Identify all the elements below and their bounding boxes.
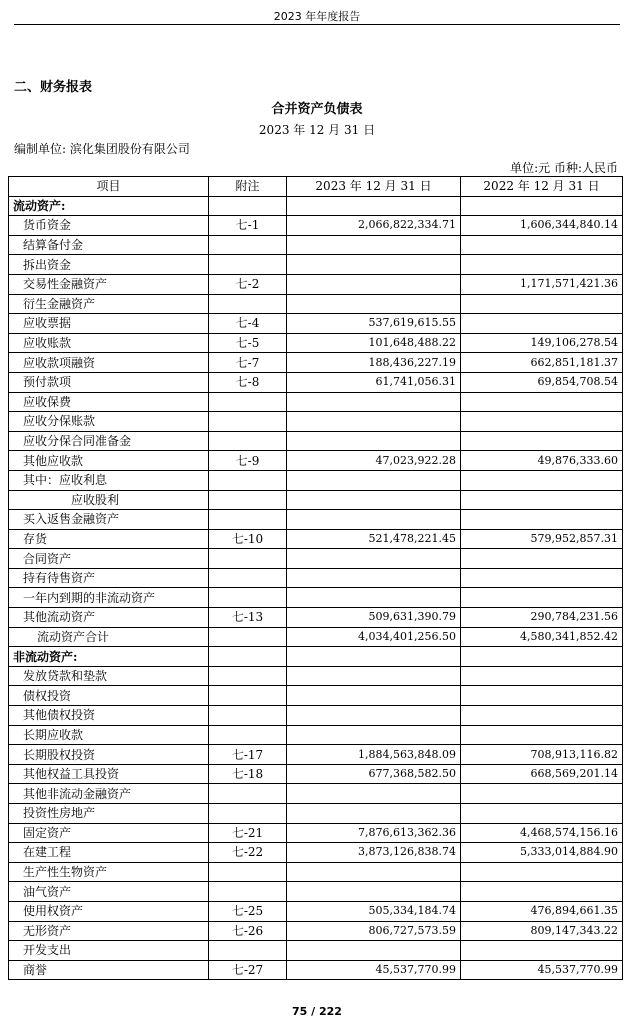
row-value-2023 <box>287 725 461 745</box>
row-note: 七-26 <box>209 921 287 941</box>
row-value-2023 <box>287 196 461 216</box>
section-title: 二、财务报表 <box>14 80 93 95</box>
table-row <box>9 823 623 843</box>
table-row <box>9 274 623 294</box>
table-row <box>9 745 623 765</box>
row-note <box>209 941 287 961</box>
row-value-2023 <box>287 294 461 314</box>
row-value-2023: 45,537,770.99 <box>287 960 461 980</box>
row-label: 商誉 <box>9 960 209 980</box>
row-value-2023 <box>287 392 461 412</box>
row-value-2023 <box>287 647 461 667</box>
row-label: 交易性金融资产 <box>9 274 209 294</box>
table-row <box>9 804 623 824</box>
row-value-2023 <box>287 686 461 706</box>
row-label: 其他债权投资 <box>9 706 209 726</box>
row-value-2023: 188,436,227.19 <box>287 353 461 373</box>
row-value-2023 <box>287 431 461 451</box>
table-row <box>9 568 623 588</box>
row-note: 七-22 <box>209 843 287 863</box>
row-value-2022 <box>461 549 623 569</box>
row-note <box>209 725 287 745</box>
row-value-2023: 505,334,184.74 <box>287 901 461 921</box>
row-label: 应收款项融资 <box>9 353 209 373</box>
row-value-2023 <box>287 549 461 569</box>
row-label: 使用权资产 <box>9 901 209 921</box>
row-value-2023: 521,478,221.45 <box>287 529 461 549</box>
row-label: 投资性房地产 <box>9 804 209 824</box>
row-label: 应收票据 <box>9 314 209 334</box>
row-label: 发放贷款和垫款 <box>9 666 209 686</box>
row-note <box>209 627 287 647</box>
row-label: 其他非流动金融资产 <box>9 784 209 804</box>
row-note <box>209 862 287 882</box>
table-header-row <box>9 177 623 197</box>
row-label: 持有待售资产 <box>9 568 209 588</box>
row-value-2022 <box>461 862 623 882</box>
table-row <box>9 431 623 451</box>
row-value-2023 <box>287 784 461 804</box>
row-label: 无形资产 <box>9 921 209 941</box>
row-note <box>209 568 287 588</box>
row-note <box>209 647 287 667</box>
row-label: 应收保费 <box>9 392 209 412</box>
row-value-2022 <box>461 510 623 530</box>
table-row <box>9 725 623 745</box>
row-label: 流动资产: <box>9 196 209 216</box>
row-note: 七-5 <box>209 333 287 353</box>
row-value-2022 <box>461 882 623 902</box>
row-note <box>209 255 287 275</box>
table-row <box>9 353 623 373</box>
reporting-entity: 编制单位: 滨化集团股份有限公司 <box>14 142 190 156</box>
row-note <box>209 470 287 490</box>
row-value-2023 <box>287 706 461 726</box>
row-value-2023 <box>287 235 461 255</box>
row-value-2023 <box>287 510 461 530</box>
table-row <box>9 314 623 334</box>
row-value-2023: 537,619,615.55 <box>287 314 461 334</box>
row-note: 七-25 <box>209 901 287 921</box>
row-note <box>209 706 287 726</box>
row-value-2022: 579,952,857.31 <box>461 529 623 549</box>
row-label: 其中：应收利息 <box>9 470 209 490</box>
table-row <box>9 216 623 236</box>
row-value-2023: 509,631,390.79 <box>287 608 461 628</box>
row-value-2023: 806,727,573.59 <box>287 921 461 941</box>
row-note: 七-18 <box>209 764 287 784</box>
row-note: 七-17 <box>209 745 287 765</box>
row-note <box>209 686 287 706</box>
row-label: 拆出资金 <box>9 255 209 275</box>
row-label: 衍生金融资产 <box>9 294 209 314</box>
row-value-2022 <box>461 235 623 255</box>
row-value-2023 <box>287 666 461 686</box>
row-label: 买入返售金融资产 <box>9 510 209 530</box>
report-header: 2023 年年度报告 <box>273 10 361 23</box>
table-row <box>9 510 623 530</box>
row-label: 固定资产 <box>9 823 209 843</box>
table-row <box>9 843 623 863</box>
row-note: 七-4 <box>209 314 287 334</box>
table-row <box>9 451 623 471</box>
table-row <box>9 862 623 882</box>
row-value-2023 <box>287 862 461 882</box>
row-note: 七-9 <box>209 451 287 471</box>
table-row <box>9 196 623 216</box>
row-value-2022: 4,468,574,156.16 <box>461 823 623 843</box>
row-value-2022: 290,784,231.56 <box>461 608 623 628</box>
table-row <box>9 706 623 726</box>
row-value-2023: 61,741,056.31 <box>287 372 461 392</box>
row-value-2022 <box>461 666 623 686</box>
currency-unit: 单位:元 币种:人民币 <box>510 161 618 175</box>
row-note <box>209 549 287 569</box>
table-row <box>9 255 623 275</box>
row-value-2022 <box>461 314 623 334</box>
row-label: 其他权益工具投资 <box>9 764 209 784</box>
table-row <box>9 294 623 314</box>
row-label: 货币资金 <box>9 216 209 236</box>
statement-date: 2023 年 12 月 31 日 <box>258 123 376 137</box>
table-row <box>9 608 623 628</box>
table-row <box>9 921 623 941</box>
row-value-2022 <box>461 392 623 412</box>
row-value-2022 <box>461 294 623 314</box>
row-value-2023 <box>287 941 461 961</box>
table-row <box>9 941 623 961</box>
row-value-2023 <box>287 568 461 588</box>
row-value-2022: 5,333,014,884.90 <box>461 843 623 863</box>
table-row <box>9 764 623 784</box>
table-row <box>9 784 623 804</box>
row-label: 流动资产合计 <box>9 627 209 647</box>
row-value-2022 <box>461 725 623 745</box>
header-2022: 2022 年 12 月 31 日 <box>461 177 623 197</box>
row-label: 应收分保合同准备金 <box>9 431 209 451</box>
table-row <box>9 372 623 392</box>
row-note <box>209 235 287 255</box>
row-value-2022: 4,580,341,852.42 <box>461 627 623 647</box>
row-note <box>209 510 287 530</box>
row-note <box>209 588 287 608</box>
row-label: 应收股利 <box>9 490 209 510</box>
row-note <box>209 666 287 686</box>
row-label: 在建工程 <box>9 843 209 863</box>
row-value-2022 <box>461 804 623 824</box>
row-note <box>209 490 287 510</box>
row-label: 预付款项 <box>9 372 209 392</box>
table-row <box>9 666 623 686</box>
header-item: 项目 <box>9 177 209 197</box>
row-label: 结算备付金 <box>9 235 209 255</box>
row-note <box>209 294 287 314</box>
row-note: 七-21 <box>209 823 287 843</box>
row-value-2023 <box>287 274 461 294</box>
row-value-2022: 149,106,278.54 <box>461 333 623 353</box>
table-row <box>9 235 623 255</box>
row-label: 其他应收款 <box>9 451 209 471</box>
table-row <box>9 529 623 549</box>
row-note: 七-2 <box>209 274 287 294</box>
row-value-2022: 662,851,181.37 <box>461 353 623 373</box>
row-label: 应收分保账款 <box>9 412 209 432</box>
table-row <box>9 882 623 902</box>
header-note: 附注 <box>209 177 287 197</box>
row-value-2022 <box>461 647 623 667</box>
row-note: 七-7 <box>209 353 287 373</box>
row-label: 存货 <box>9 529 209 549</box>
table-row <box>9 960 623 980</box>
row-value-2023 <box>287 412 461 432</box>
row-value-2022 <box>461 784 623 804</box>
table-row <box>9 647 623 667</box>
row-value-2022 <box>461 568 623 588</box>
row-value-2023: 101,648,488.22 <box>287 333 461 353</box>
row-value-2022: 476,894,661.35 <box>461 901 623 921</box>
row-label: 开发支出 <box>9 941 209 961</box>
row-value-2023: 47,023,922.28 <box>287 451 461 471</box>
row-value-2022 <box>461 431 623 451</box>
row-value-2023: 1,884,563,848.09 <box>287 745 461 765</box>
row-value-2022: 668,569,201.14 <box>461 764 623 784</box>
row-label: 应收账款 <box>9 333 209 353</box>
table-row <box>9 412 623 432</box>
row-label: 油气资产 <box>9 882 209 902</box>
row-note: 七-8 <box>209 372 287 392</box>
row-value-2022 <box>461 412 623 432</box>
row-note: 七-13 <box>209 608 287 628</box>
row-value-2022: 69,854,708.54 <box>461 372 623 392</box>
row-value-2023 <box>287 490 461 510</box>
table-row <box>9 901 623 921</box>
row-value-2022: 1,606,344,840.14 <box>461 216 623 236</box>
row-value-2023: 4,034,401,256.50 <box>287 627 461 647</box>
row-note <box>209 882 287 902</box>
table-row <box>9 549 623 569</box>
row-value-2022 <box>461 196 623 216</box>
row-value-2023: 7,876,613,362.36 <box>287 823 461 843</box>
header-2023: 2023 年 12 月 31 日 <box>287 177 461 197</box>
row-value-2022: 1,171,571,421.36 <box>461 274 623 294</box>
row-value-2023 <box>287 255 461 275</box>
row-value-2022 <box>461 706 623 726</box>
row-value-2022 <box>461 470 623 490</box>
row-label: 合同资产 <box>9 549 209 569</box>
row-label: 债权投资 <box>9 686 209 706</box>
row-note <box>209 412 287 432</box>
row-note: 七-1 <box>209 216 287 236</box>
row-value-2022: 45,537,770.99 <box>461 960 623 980</box>
row-label: 长期股权投资 <box>9 745 209 765</box>
row-value-2022 <box>461 490 623 510</box>
row-value-2022 <box>461 686 623 706</box>
row-value-2022 <box>461 255 623 275</box>
row-value-2022 <box>461 941 623 961</box>
row-value-2023: 3,873,126,838.74 <box>287 843 461 863</box>
row-value-2023 <box>287 588 461 608</box>
row-value-2023: 2,066,822,334.71 <box>287 216 461 236</box>
table-row <box>9 627 623 647</box>
row-value-2023 <box>287 882 461 902</box>
row-note <box>209 196 287 216</box>
table-row <box>9 490 623 510</box>
row-value-2023 <box>287 804 461 824</box>
row-note <box>209 804 287 824</box>
row-note <box>209 431 287 451</box>
statement-title: 合并资产负债表 <box>271 102 363 117</box>
row-note: 七-27 <box>209 960 287 980</box>
row-value-2022: 809,147,343.22 <box>461 921 623 941</box>
balance-sheet-table <box>8 176 623 980</box>
row-value-2022 <box>461 588 623 608</box>
row-note <box>209 784 287 804</box>
row-note <box>209 392 287 412</box>
row-value-2022: 708,913,116.82 <box>461 745 623 765</box>
table-row <box>9 392 623 412</box>
row-note: 七-10 <box>209 529 287 549</box>
row-label: 长期应收款 <box>9 725 209 745</box>
table-row <box>9 686 623 706</box>
row-value-2023: 677,368,582.50 <box>287 764 461 784</box>
page-number: 75 / 222 <box>292 1005 342 1018</box>
header-divider <box>14 24 620 25</box>
row-label: 其他流动资产 <box>9 608 209 628</box>
row-value-2023 <box>287 470 461 490</box>
table-row <box>9 333 623 353</box>
row-label: 生产性生物资产 <box>9 862 209 882</box>
row-label: 一年内到期的非流动资产 <box>9 588 209 608</box>
table-row <box>9 588 623 608</box>
table-row <box>9 470 623 490</box>
row-label: 非流动资产: <box>9 647 209 667</box>
row-value-2022: 49,876,333.60 <box>461 451 623 471</box>
